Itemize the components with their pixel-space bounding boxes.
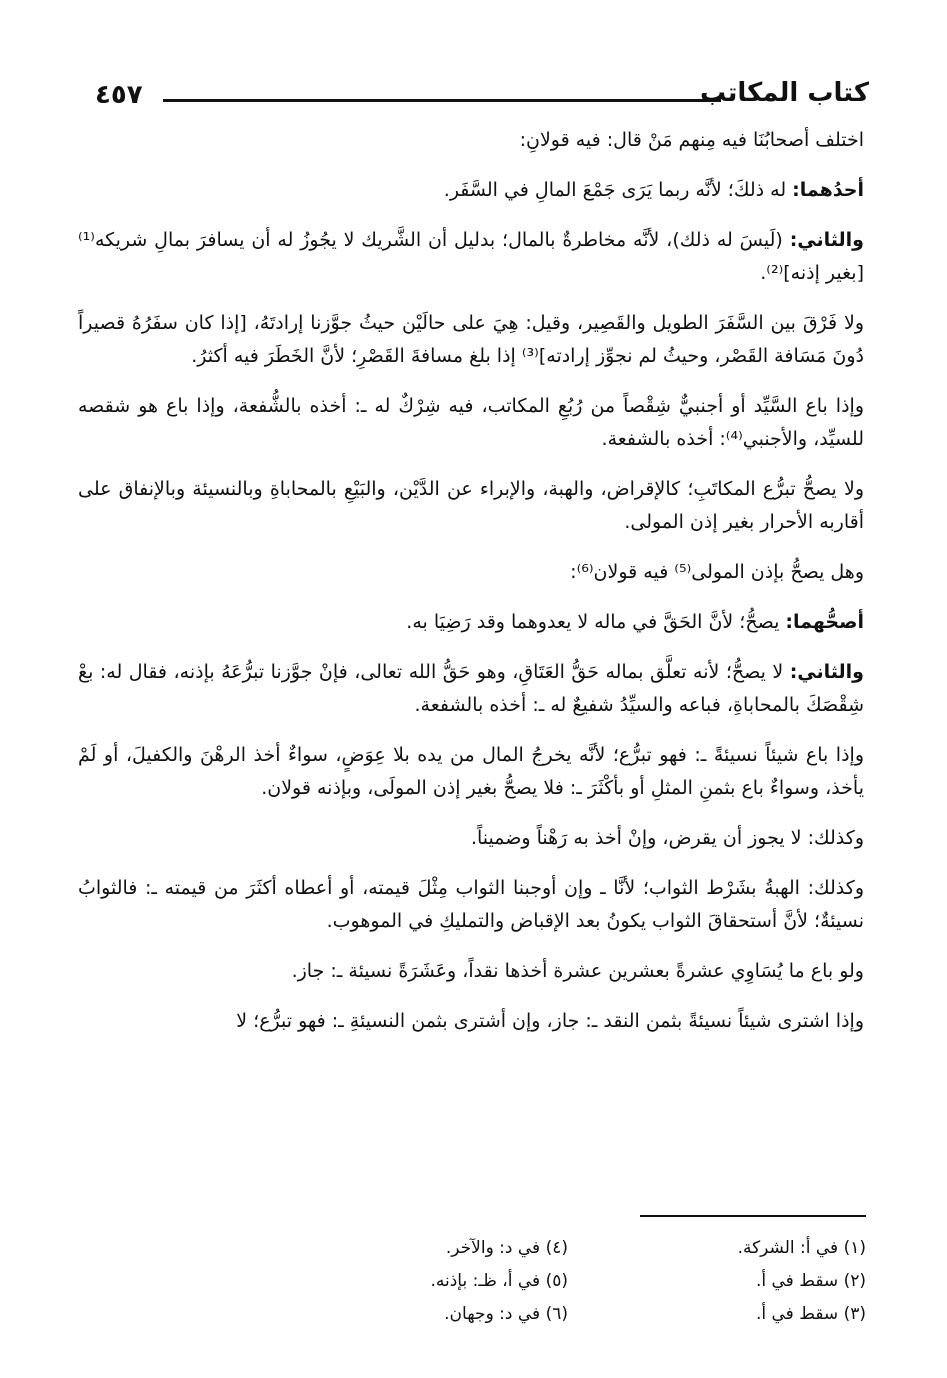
paragraph [78, 556, 864, 589]
paragraph-text: ولو باع ما يُسَاوِي عشرةً بعشرين عشرة أخذها نقداً، وعَشَرَةً نسيئة ـ: جاز. [291, 960, 864, 982]
footnote: (٥) في أ، ظـ: بإذنه. [430, 1271, 568, 1291]
paragraph [78, 606, 864, 639]
footnote: (٢) سقط في أ. [755, 1271, 866, 1291]
paragraph [78, 822, 864, 855]
footnote-divider [640, 1215, 866, 1217]
paragraph-text: وهل يصحُّ بإذن المولى⁽⁵⁾ فيه قولان⁽⁶⁾: [570, 561, 864, 583]
paragraph-text: يصحُّ؛ لأنَّ الحَقَّ في ماله لا يعدوهما وقد رَضِيَا به. [406, 611, 780, 633]
footnote: (٤) في د: والآخر. [445, 1238, 568, 1258]
paragraph [78, 656, 864, 722]
footnote: (١) في أ: الشركة. [737, 1238, 866, 1258]
paragraph [78, 739, 864, 805]
paragraph-lead: والثاني: [789, 661, 864, 683]
paragraph-text: اختلف أصحابُنَا فيه مِنهم مَنْ قال: فيه قولانِ: [519, 129, 864, 151]
footnotes-left-column [430, 1232, 568, 1331]
footnotes-right-column [738, 1232, 866, 1331]
paragraph [78, 307, 864, 373]
running-title: كتاب المكاتب [700, 78, 869, 108]
header-rule [163, 99, 721, 102]
footnote: (٦) في د: وجهان. [444, 1304, 568, 1324]
paragraph-text: وإذا باع السَّيِّد أو أجنبيٌّ شِقْصاً من رُبُعِ المكاتب، فيه شِرْكٌ له ـ: أخذه بالشُّفعة، وإذا باع هو شقصه للسيِّد، والأجنبي⁽⁴⁾: أخذه بالشفعة. [78, 395, 864, 450]
paragraph-text: وكذلك: الهبةُ بشَرْط الثواب؛ لأنَّا ـ وإن أوجبنا الثواب مِثْلَ قيمته، أو أعطاه أكثَرَ من قيمته ـ: فالثوابُ نسيئةٌ؛ لأنَّ أستحقاقَ الثواب يكونُ بعد الإقباض والتمليكِ في الموهوب. [78, 877, 864, 932]
page-number: ٤٥٧ [95, 80, 143, 110]
paragraph [78, 872, 864, 938]
paragraph [78, 1005, 864, 1038]
paragraph-lead: أحدُهما: [792, 179, 864, 201]
paragraph [78, 955, 864, 988]
paragraph-text: وإذا اشترى شيئاً نسيئةً بثمن النقد ـ: جاز، وإن أشترى بثمن النسيئةِ ـ: فهو تبرُّع؛ لا [236, 1010, 864, 1032]
paragraph [78, 174, 864, 207]
footnote: (٣) سقط في أ. [755, 1304, 866, 1324]
paragraph [78, 390, 864, 456]
paragraph-lead: أصحُّهما: [785, 611, 864, 633]
paragraph [78, 473, 864, 539]
paragraph-text: لا يصحُّ؛ لأنه تعلَّق بماله حَقُّ العَتَاقِ، وهو حَقُّ الله تعالى، فإنْ جوَّزنا تبرُّعَهُ بإذنه، فقال له: بعْ شِقْصَكَ بالمحاباةِ، فباعه والسيِّدُ شفيعٌ له ـ: أخذه بالشفعة. [78, 661, 864, 716]
paragraph [78, 124, 864, 157]
paragraph-text: وإذا باع شيئاً نسيئةً ـ: فهو تبرُّع؛ لأنَّه يخرجُ المال من يده بلا عِوَضٍ، سواءٌ أخذ الرهْنَ والكفيلَ، أو لَمْ يأخذ، وسواءٌ باع بثمنِ المثلِ أو بأكْثَرَ ـ: فلا يصحُّ بغير إذن المولَى، وبإذنه قولان. [78, 744, 864, 799]
paragraph [78, 224, 864, 290]
paragraph-text: وكذلك: لا يجوز أن يقرض، وإنْ أخذ به رَهْناً وضميناً. [470, 827, 864, 849]
paragraph-text: له ذلكَ؛ لأنَّه ربما يَرَى جَمْعَ المالِ في السَّفَر. [443, 179, 787, 201]
paragraph-text: ولا يصحُّ تبرُّع المكاتَبِ؛ كالإقراض، والهبة، والإبراء عن الدَّيْن، والبَيْعِ بالمحاباةِ وبالنسيئة وبالإنفاق على أقاربه الأحرار بغير إذن المولى. [78, 478, 864, 533]
page-header [95, 78, 869, 114]
paragraph-text: (لَيسَ له ذلك)، لأنَّه مخاطرةٌ بالمال؛ بدليل أن الشَّريك لا يجُوزُ له أن يسافرَ بمالِ شريكه⁽¹⁾ [بغير إذنه]⁽²⁾. [78, 229, 864, 284]
paragraph-lead: والثاني: [789, 229, 864, 251]
main-text [78, 124, 864, 1055]
paragraph-text: ولا فَرْقَ بين السَّفَرَ الطويل والقَصِير، وقيل: هِيَ على حالَيْن حيثُ جوَّزنا إرادتَهُ، [إذا كان سفَرُهُ قصيراً دُونَ مَسَافة القَصْر، وحيثُ لم نجوِّز إرادته]⁽³⁾ إذا بلغ مسافةَ القَصْرِ؛ لأنَّ الخَطَرَ فيه أكثرُ. [78, 312, 864, 367]
